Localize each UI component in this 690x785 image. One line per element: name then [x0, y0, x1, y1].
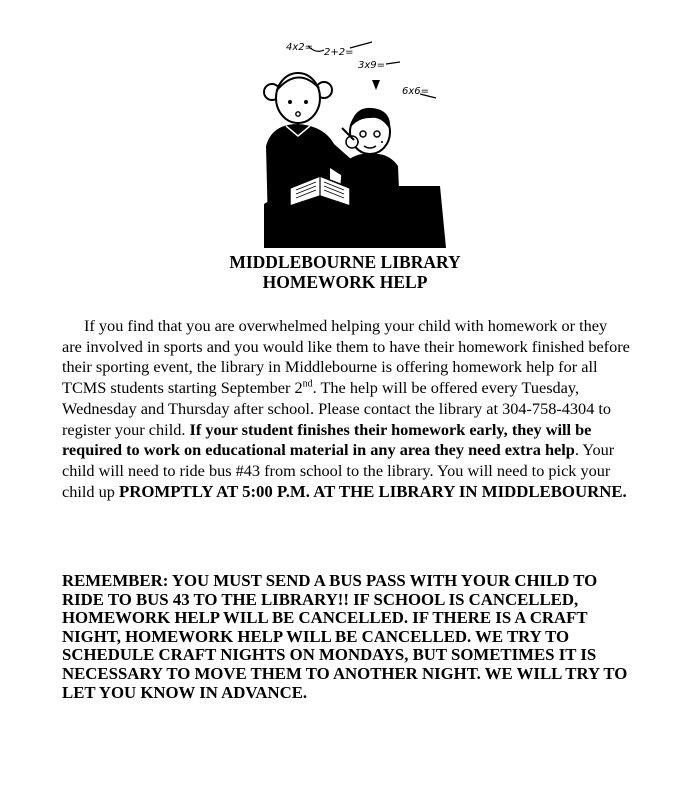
pickup-time: PROMPTLY AT 5:00 P.M. AT THE LIBRARY IN MIDDLEBOURNE. [118, 481, 627, 501]
reminder-paragraph: REMEMBER: YOU MUST SEND A BUS PASS WITH YOUR CHILD TO RIDE TO BUS 43 TO THE LIBRARY!! IF SCHOOL IS CANCELLED, HOMEWORK HELP WILL BE CANCELLED. IF THERE IS A CRAFT NIGHT, HOMEWORK HELP WILL BE CANCELLED. WE TRY TO SCHEDULE CRAFT NIGHTS ON MONDAYS, BUT SOMETIMES IT IS NECESSARY TO MOVE THEM TO ANOTHER NIGHT. WE WILL TRY TO LET YOU KNOW IN ADVANCE. [62, 571, 628, 702]
math-note: 4x2= [286, 42, 314, 53]
early-finish-notice: If your student finishes their homework early, they will be required to work on educational material in any area they need extra help [62, 419, 592, 460]
intro-text: If you find that you are overwhelmed helping your child with homework or they are involved in sports and you would like them to have their homework finished before their sporting event, the library in Middlebourne is offering homework help for all TCMS students starting September 2 [62, 316, 630, 398]
math-note: 2+2= [324, 47, 354, 58]
bus-text: . Your child will need to ride bus #43 from school to the library. You will need to pick your child up [62, 440, 615, 501]
schedule-text: . The help will be offered every Tuesday, Wednesday and Thursday after school. Please contact the library at 304-758-4304 to register your child. [62, 378, 612, 439]
page-subtitle: HOMEWORK HELP [262, 272, 428, 292]
tutor-and-child-drawing-icon [250, 36, 450, 254]
date-suffix: nd [302, 378, 313, 390]
page-title: MIDDLEBOURNE LIBRARY [229, 252, 461, 272]
body-paragraph [62, 316, 630, 502]
math-note: 3x9= [358, 60, 386, 71]
math-note: 6x6= [402, 86, 430, 97]
